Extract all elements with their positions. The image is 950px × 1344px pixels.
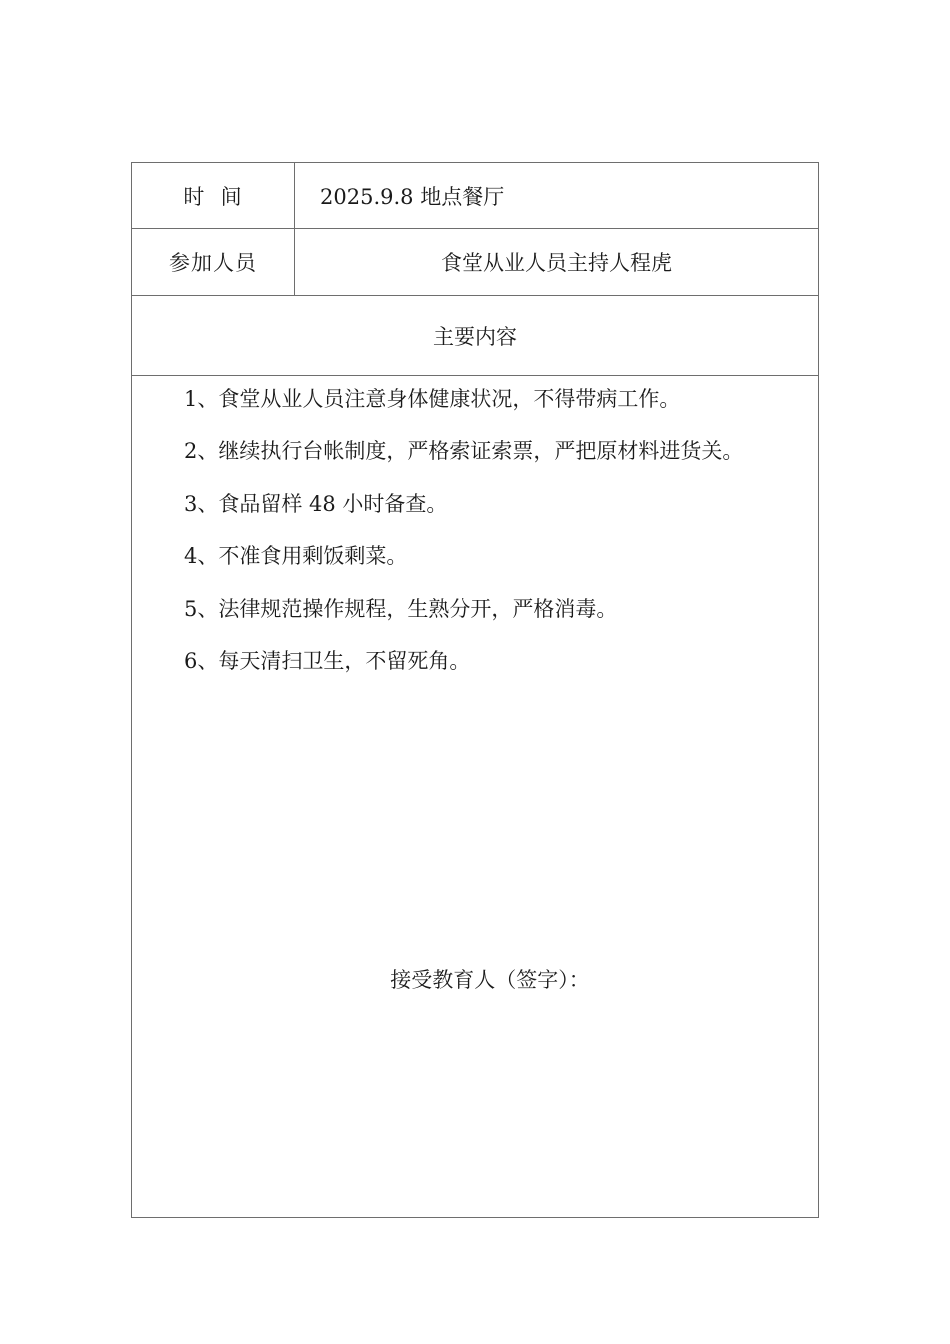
signature-label: 接受教育人（签字）： — [390, 968, 590, 992]
content-item-5: 5、法律规范操作规程，生熟分开，严格消毒。 — [184, 596, 618, 621]
content-list — [184, 384, 743, 698]
participants-row — [132, 229, 818, 296]
participants-value: 食堂从业人员主持人程虎 — [441, 251, 672, 275]
time-label: 时 间 — [132, 163, 295, 228]
main-content-heading: 主要内容 — [433, 324, 517, 349]
content-item-2: 2、继续执行台帐制度，严格索证索票，严把原材料进货关。 — [184, 439, 744, 464]
content-item-6: 6、每天清扫卫生，不留死角。 — [184, 648, 471, 673]
content-item-3: 3、食品留样 48 小时备查。 — [184, 491, 448, 516]
content-item-1: 1、食堂从业人员注意身体健康状况，不得带病工作。 — [184, 387, 681, 411]
education-record-table — [131, 162, 819, 1218]
main-content-heading-row — [132, 296, 818, 376]
content-item-4: 4、不准食用剩饭剩菜。 — [184, 544, 408, 569]
main-content-area — [132, 376, 818, 1217]
time-value: 2025.9.8 地点餐厅 — [320, 184, 505, 209]
time-row — [132, 163, 818, 229]
participants-label: 参加人员 — [132, 229, 295, 295]
